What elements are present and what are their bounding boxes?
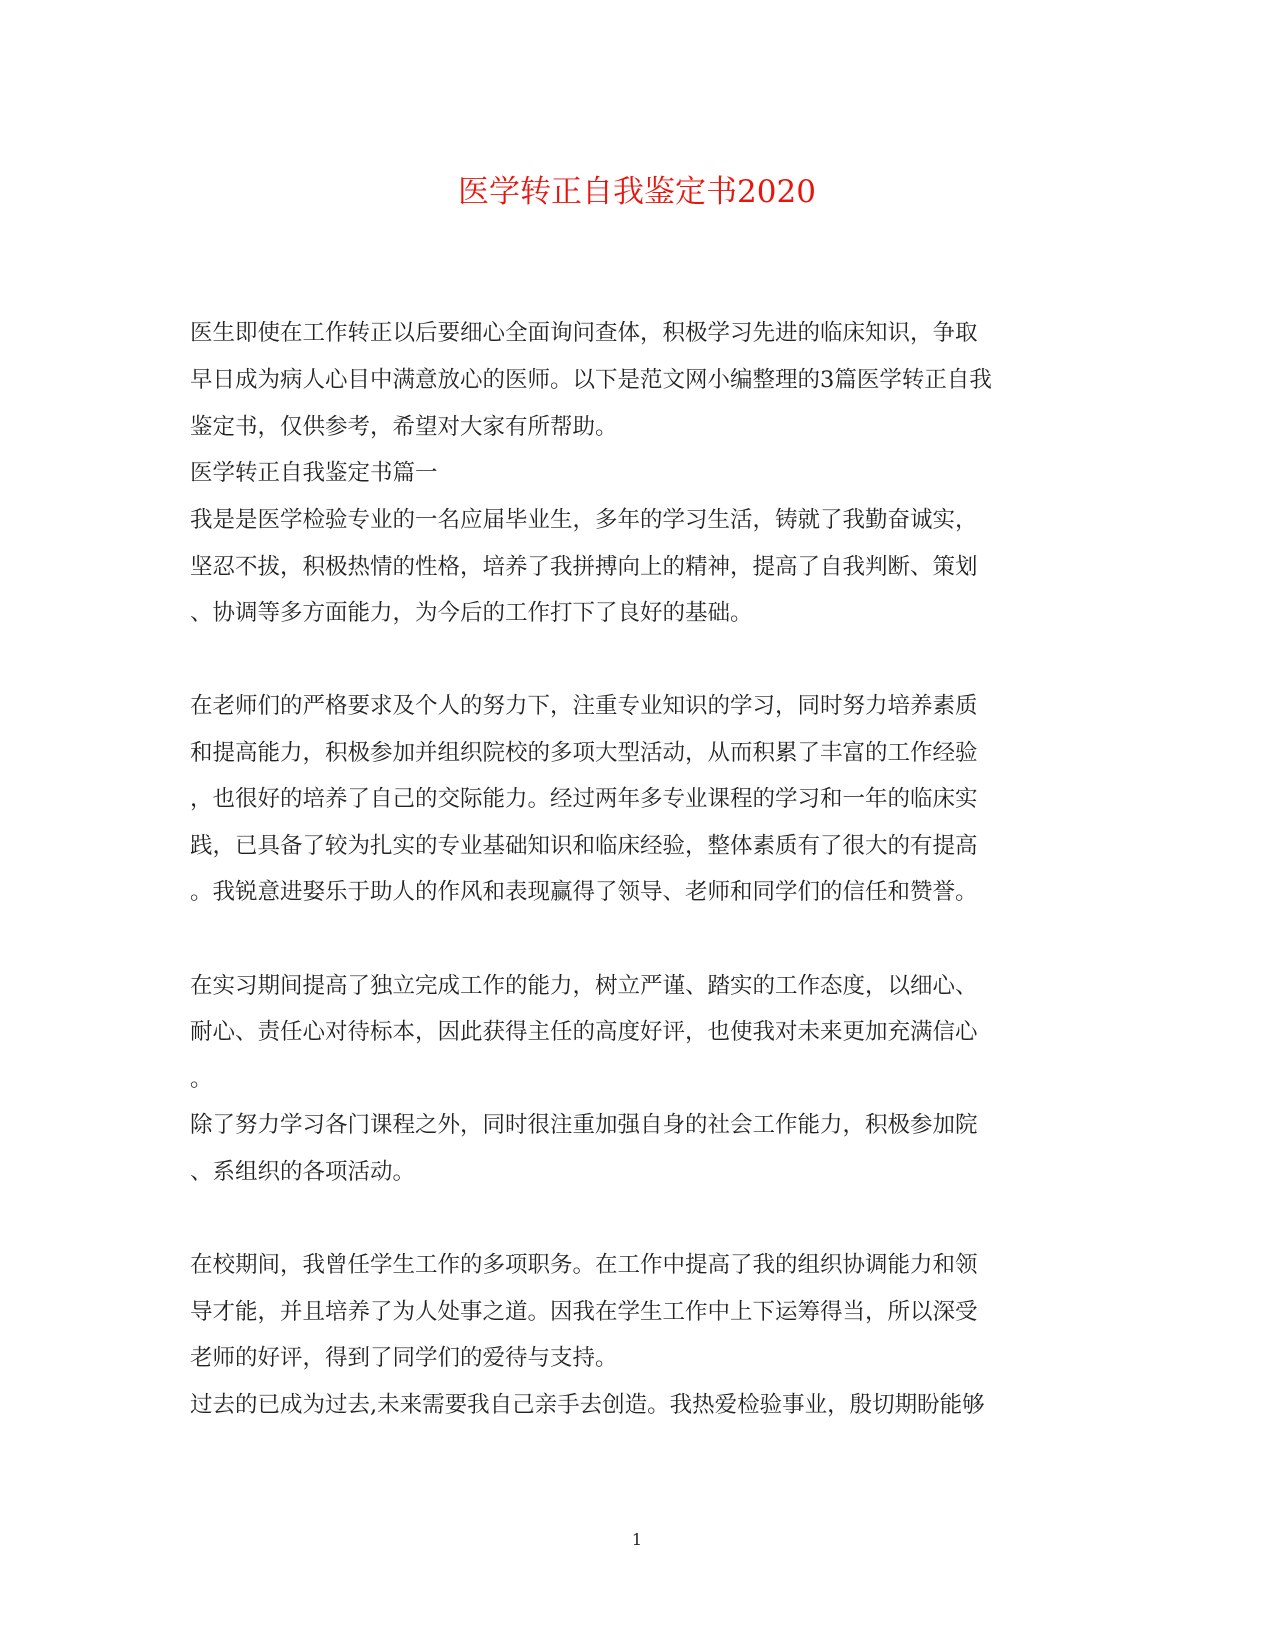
text-line: 践，已具备了较为扎实的专业基础知识和临床经验，整体素质有了很大的有提高 — [190, 833, 978, 859]
text-line: 耐心、责任心对待标本，因此获得主任的高度好评，也使我对未来更加充满信心 — [190, 1019, 978, 1045]
text-line: 。 — [190, 1066, 213, 1092]
page-number: 1 — [631, 1530, 643, 1549]
text-line: 早日成为病人心目中满意放心的医师。以下是范文网小编整理的3篇医学转正自我 — [190, 367, 992, 393]
section-heading: 医学转正自我鉴定书篇一 — [190, 460, 438, 486]
text-line: 我是是医学检验专业的一名应届毕业生，多年的学习生活，铸就了我勤奋诚实， — [190, 507, 978, 533]
text-line: 和提高能力，积极参加并组织院校的多项大型活动，从而积累了丰富的工作经验 — [190, 740, 978, 766]
text-line: 、协调等多方面能力，为今后的工作打下了良好的基础。 — [190, 600, 753, 626]
text-line: 在老师们的严格要求及个人的努力下，注重专业知识的学习，同时努力培养素质 — [190, 693, 978, 719]
text-line: 鉴定书，仅供参考，希望对大家有所帮助。 — [190, 414, 618, 440]
text-line: 除了努力学习各门课程之外，同时很注重加强自身的社会工作能力，积极参加院 — [190, 1112, 978, 1138]
text-line: 医生即使在工作转正以后要细心全面询问查体，积极学习先进的临床知识，争取 — [190, 320, 978, 346]
text-line: 坚忍不拔，积极热情的性格，培养了我拼搏向上的精神，提高了自我判断、策划 — [190, 554, 978, 580]
text-line: 。我锐意进娶乐于助人的作风和表现赢得了领导、老师和同学们的信任和赞誉。 — [190, 879, 978, 905]
text-line: 过去的已成为过去,未来需要我自己亲手去创造。我热爱检验事业，殷切期盼能够 — [190, 1392, 985, 1418]
text-line: 导才能，并且培养了为人处事之道。因我在学生工作中上下运筹得当，所以深受 — [190, 1299, 978, 1325]
text-line: 老师的好评，得到了同学们的爱待与支持。 — [190, 1345, 618, 1371]
text-line: 在实习期间提高了独立完成工作的能力，树立严谨、踏实的工作态度，以细心、 — [190, 973, 978, 999]
text-line: 在校期间，我曾任学生工作的多项职务。在工作中提高了我的组织协调能力和领 — [190, 1252, 978, 1278]
text-line: ，也很好的培养了自己的交际能力。经过两年多专业课程的学习和一年的临床实 — [190, 786, 978, 812]
document-title: 医学转正自我鉴定书2020 — [458, 174, 816, 210]
text-line: 、系组织的各项活动。 — [190, 1159, 416, 1185]
